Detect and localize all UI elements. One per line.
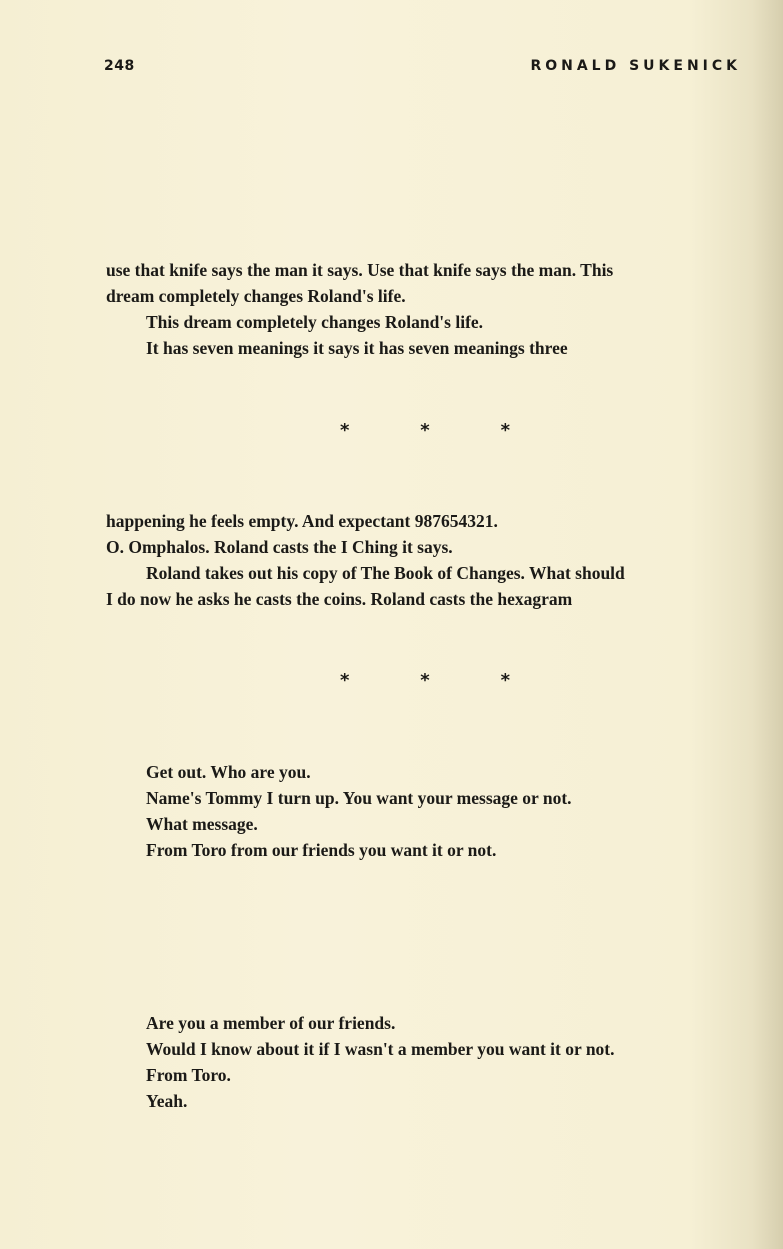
text-line: happening he feels empty. And expectant 987654321. xyxy=(106,511,498,531)
dialogue-line: Are you a member of our friends. xyxy=(146,1013,396,1033)
text-section-4 xyxy=(106,1010,746,1114)
section-separator xyxy=(340,670,510,691)
text-section-2 xyxy=(106,508,746,612)
asterisk: * xyxy=(420,420,430,441)
text-line: O. Omphalos. Roland casts the I Ching it says. xyxy=(106,537,453,557)
page-number: 248 xyxy=(104,58,135,74)
text-line: Roland takes out his copy of The Book of Changes. What should xyxy=(146,563,625,583)
asterisk: * xyxy=(340,670,350,691)
asterisk: * xyxy=(420,670,430,691)
dialogue-line: Name's Tommy I turn up. You want your message or not. xyxy=(146,788,572,808)
running-head-author: RONALD SUKENICK xyxy=(530,58,741,74)
dialogue-line: From Toro. xyxy=(146,1065,231,1085)
text-line: I do now he asks he casts the coins. Roland casts the hexagram xyxy=(106,589,573,609)
text-section-3 xyxy=(106,759,746,863)
asterisk: * xyxy=(500,670,510,691)
dialogue-line: Would I know about it if I wasn't a member you want it or not. xyxy=(146,1039,615,1059)
text-line: This dream completely changes Roland's life. xyxy=(146,312,484,332)
asterisk: * xyxy=(500,420,510,441)
dialogue-line: Yeah. xyxy=(146,1091,188,1111)
dialogue-line: From Toro from our friends you want it or not. xyxy=(146,840,497,860)
asterisk: * xyxy=(340,420,350,441)
running-head xyxy=(104,58,741,82)
text-section-1 xyxy=(106,257,746,361)
dialogue-line: What message. xyxy=(146,814,258,834)
text-line: use that knife says the man it says. Use that knife says the man. This xyxy=(106,260,614,280)
text-line: dream completely changes Roland's life. xyxy=(106,286,406,306)
section-separator xyxy=(340,420,510,441)
text-line: It has seven meanings it says it has seven meanings three xyxy=(146,338,568,358)
dialogue-line: Get out. Who are you. xyxy=(146,762,311,782)
